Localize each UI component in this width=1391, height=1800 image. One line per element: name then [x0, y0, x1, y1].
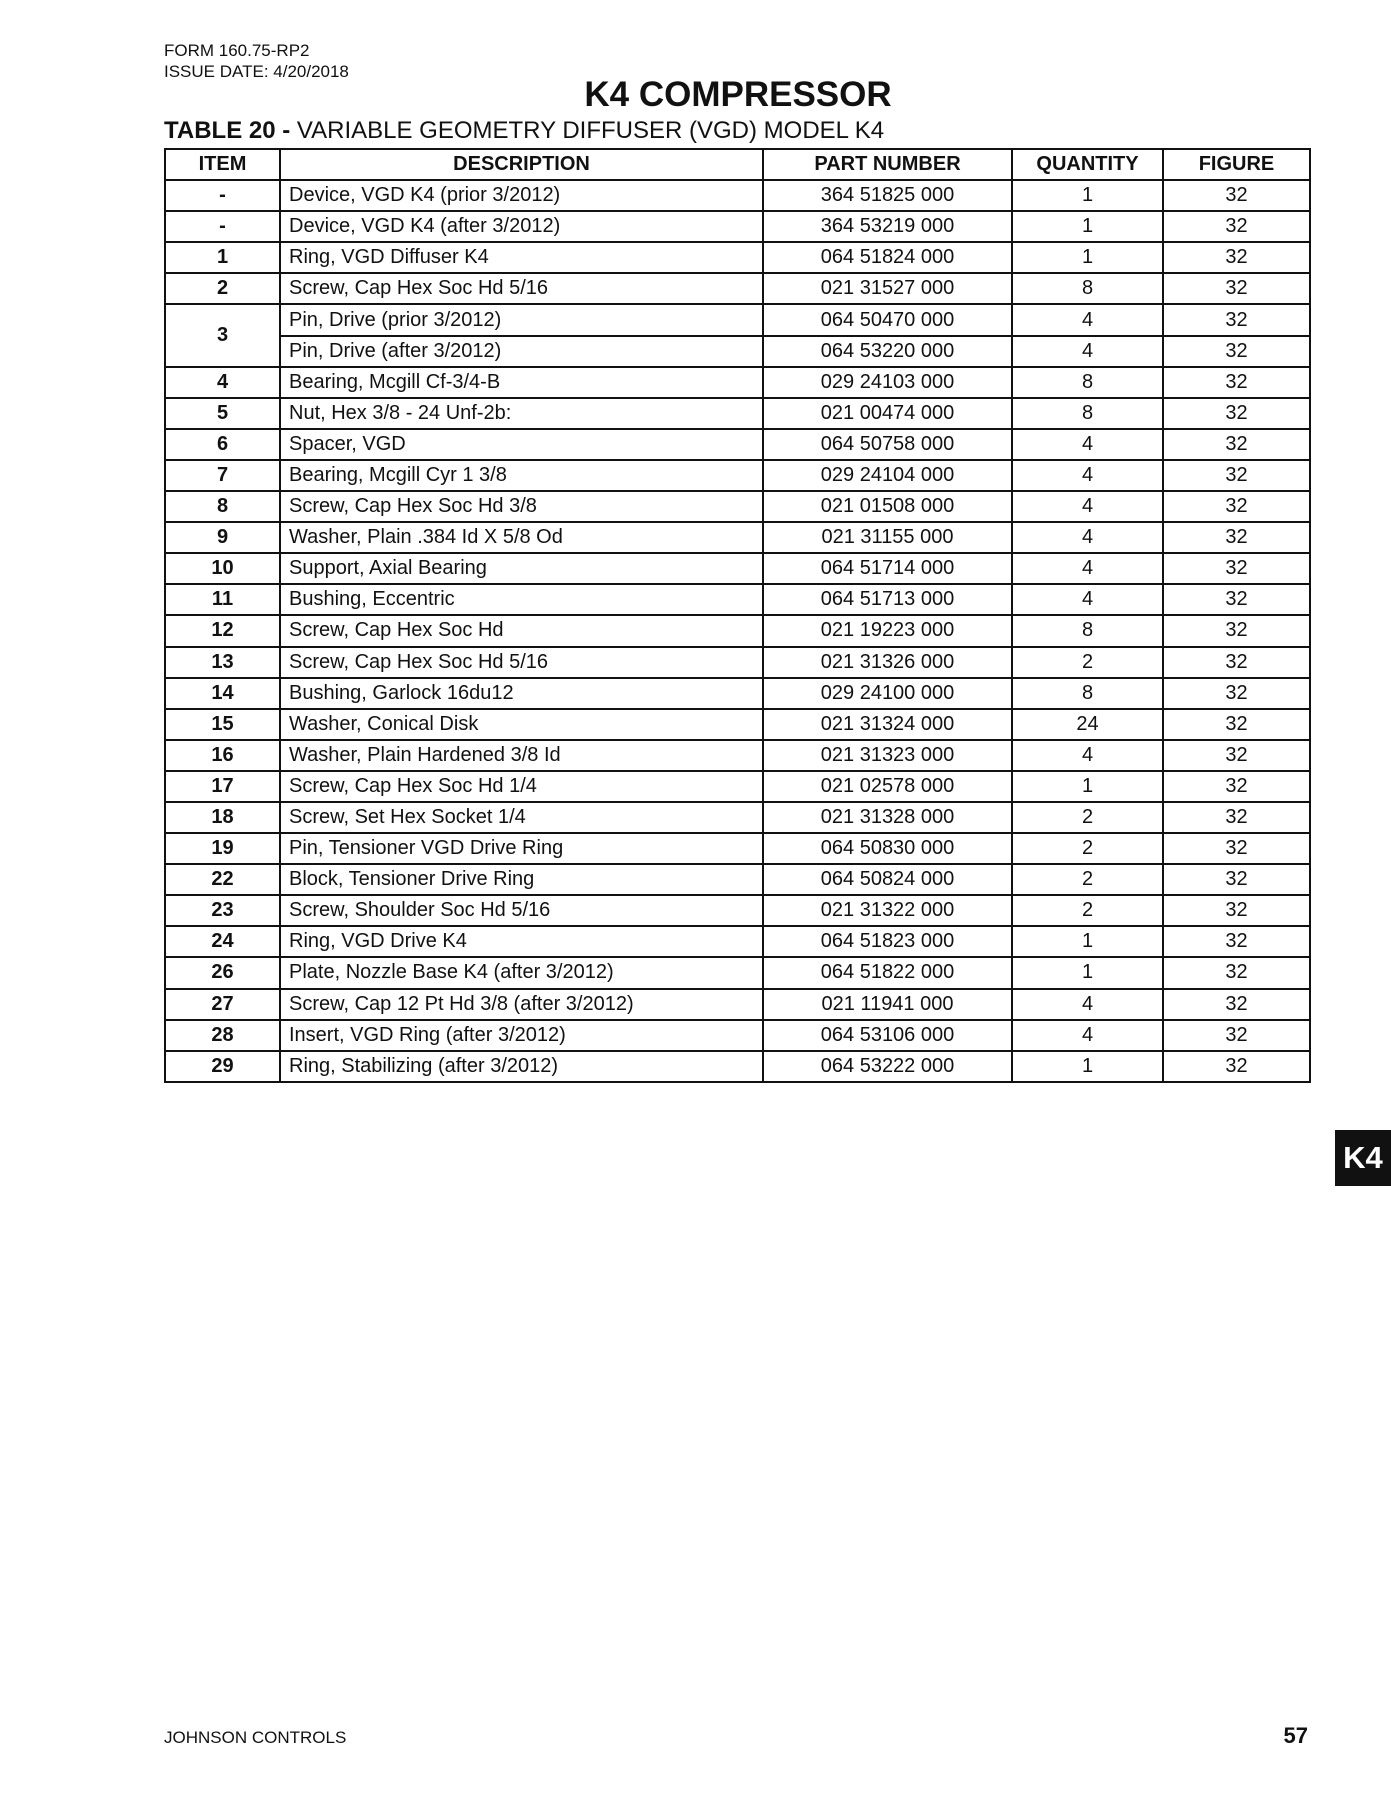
figure-cell: 32	[1163, 926, 1310, 957]
table-row	[165, 367, 1310, 398]
item-cell: 3	[165, 304, 280, 366]
figure-cell: 32	[1163, 1051, 1310, 1082]
quantity-cell: 1	[1012, 926, 1163, 957]
table-row	[165, 336, 1310, 367]
part-number-cell: 064 53220 000	[763, 336, 1012, 367]
quantity-cell: 4	[1012, 584, 1163, 615]
description-cell: Spacer, VGD	[280, 429, 763, 460]
figure-cell: 32	[1163, 398, 1310, 429]
quantity-cell: 4	[1012, 304, 1163, 335]
page-title: K4 COMPRESSOR	[584, 75, 892, 114]
item-cell: 13	[165, 647, 280, 678]
quantity-cell: 2	[1012, 864, 1163, 895]
description-cell: Ring, Stabilizing (after 3/2012)	[280, 1051, 763, 1082]
description-cell: Bearing, Mcgill Cf-3/4-B	[280, 367, 763, 398]
page-number: 57	[1283, 1723, 1308, 1748]
item-cell: 4	[165, 367, 280, 398]
quantity-cell: 2	[1012, 647, 1163, 678]
quantity-cell: 8	[1012, 678, 1163, 709]
figure-cell: 32	[1163, 336, 1310, 367]
figure-cell: 32	[1163, 460, 1310, 491]
quantity-cell: 4	[1012, 491, 1163, 522]
description-cell: Screw, Cap Hex Soc Hd 1/4	[280, 771, 763, 802]
item-cell: 23	[165, 895, 280, 926]
part-number-cell: 064 51714 000	[763, 553, 1012, 584]
quantity-cell: 4	[1012, 989, 1163, 1020]
part-number-cell: 021 01508 000	[763, 491, 1012, 522]
table-caption-prefix: TABLE 20 -	[164, 117, 291, 144]
part-number-cell: 364 51825 000	[763, 180, 1012, 211]
part-number-cell: 064 53106 000	[763, 1020, 1012, 1051]
item-cell: 19	[165, 833, 280, 864]
description-cell: Ring, VGD Drive K4	[280, 926, 763, 957]
item-cell: 16	[165, 740, 280, 771]
quantity-cell: 8	[1012, 273, 1163, 304]
figure-cell: 32	[1163, 553, 1310, 584]
item-cell: 28	[165, 1020, 280, 1051]
figure-cell: 32	[1163, 367, 1310, 398]
table-row	[165, 180, 1310, 211]
table-row	[165, 460, 1310, 491]
table-row	[165, 1020, 1310, 1051]
quantity-cell: 2	[1012, 833, 1163, 864]
figure-cell: 32	[1163, 491, 1310, 522]
item-cell: 26	[165, 957, 280, 988]
parts-table-body	[165, 180, 1310, 1082]
part-number-cell: 064 51823 000	[763, 926, 1012, 957]
table-row	[165, 398, 1310, 429]
table-row	[165, 273, 1310, 304]
table-row	[165, 802, 1310, 833]
table-caption	[164, 116, 884, 146]
figure-cell: 32	[1163, 957, 1310, 988]
description-cell: Support, Axial Bearing	[280, 553, 763, 584]
table-row	[165, 771, 1310, 802]
item-cell: -	[165, 211, 280, 242]
part-number-cell: 021 31155 000	[763, 522, 1012, 553]
item-cell: 15	[165, 709, 280, 740]
table-row	[165, 242, 1310, 273]
figure-cell: 32	[1163, 802, 1310, 833]
quantity-cell: 8	[1012, 398, 1163, 429]
item-cell: 27	[165, 989, 280, 1020]
item-cell: 7	[165, 460, 280, 491]
figure-cell: 32	[1163, 647, 1310, 678]
table-caption-text: VARIABLE GEOMETRY DIFFUSER (VGD) MODEL K4	[296, 117, 885, 144]
part-number-cell: 021 19223 000	[763, 615, 1012, 646]
item-cell: 18	[165, 802, 280, 833]
quantity-cell: 4	[1012, 336, 1163, 367]
description-cell: Screw, Cap Hex Soc Hd 5/16	[280, 647, 763, 678]
table-row	[165, 522, 1310, 553]
part-number-cell: 064 51822 000	[763, 957, 1012, 988]
part-number-cell: 021 00474 000	[763, 398, 1012, 429]
table-header-row	[165, 149, 1310, 180]
item-cell: 29	[165, 1051, 280, 1082]
item-cell: 12	[165, 615, 280, 646]
figure-cell: 32	[1163, 615, 1310, 646]
table-row	[165, 553, 1310, 584]
item-cell: 10	[165, 553, 280, 584]
figure-cell: 32	[1163, 678, 1310, 709]
description-cell: Plate, Nozzle Base K4 (after 3/2012)	[280, 957, 763, 988]
item-cell: 2	[165, 273, 280, 304]
table-row	[165, 989, 1310, 1020]
item-cell: 1	[165, 242, 280, 273]
quantity-cell: 2	[1012, 802, 1163, 833]
item-cell: 24	[165, 926, 280, 957]
figure-cell: 32	[1163, 522, 1310, 553]
item-cell: 14	[165, 678, 280, 709]
quantity-cell: 4	[1012, 553, 1163, 584]
item-cell: 5	[165, 398, 280, 429]
quantity-cell: 1	[1012, 242, 1163, 273]
issue-date: ISSUE DATE: 4/20/2018	[164, 62, 349, 81]
figure-cell: 32	[1163, 211, 1310, 242]
description-cell: Pin, Drive (prior 3/2012)	[280, 304, 763, 335]
description-cell: Screw, Cap 12 Pt Hd 3/8 (after 3/2012)	[280, 989, 763, 1020]
part-number-cell: 064 51824 000	[763, 242, 1012, 273]
figure-cell: 32	[1163, 1020, 1310, 1051]
item-cell: 22	[165, 864, 280, 895]
description-cell: Screw, Cap Hex Soc Hd 5/16	[280, 273, 763, 304]
item-cell: 11	[165, 584, 280, 615]
table-row	[165, 1051, 1310, 1082]
part-number-cell: 021 31328 000	[763, 802, 1012, 833]
figure-cell: 32	[1163, 242, 1310, 273]
part-number-cell: 029 24100 000	[763, 678, 1012, 709]
section-tab: K4	[1335, 1130, 1391, 1186]
description-cell: Ring, VGD Diffuser K4	[280, 242, 763, 273]
quantity-cell: 1	[1012, 957, 1163, 988]
table-row	[165, 211, 1310, 242]
figure-cell: 32	[1163, 895, 1310, 926]
part-number-cell: 021 11941 000	[763, 989, 1012, 1020]
table-row	[165, 864, 1310, 895]
figure-cell: 32	[1163, 584, 1310, 615]
figure-cell: 32	[1163, 709, 1310, 740]
description-cell: Bearing, Mcgill Cyr 1 3/8	[280, 460, 763, 491]
figure-cell: 32	[1163, 989, 1310, 1020]
figure-cell: 32	[1163, 304, 1310, 335]
quantity-cell: 24	[1012, 709, 1163, 740]
description-cell: Pin, Drive (after 3/2012)	[280, 336, 763, 367]
column-header-description: DESCRIPTION	[280, 149, 763, 180]
table-row	[165, 740, 1310, 771]
part-number-cell: 029 24104 000	[763, 460, 1012, 491]
part-number-cell: 021 31322 000	[763, 895, 1012, 926]
table-row	[165, 584, 1310, 615]
quantity-cell: 1	[1012, 180, 1163, 211]
quantity-cell: 4	[1012, 522, 1163, 553]
part-number-cell: 064 50758 000	[763, 429, 1012, 460]
figure-cell: 32	[1163, 740, 1310, 771]
description-cell: Bushing, Eccentric	[280, 584, 763, 615]
description-cell: Nut, Hex 3/8 - 24 Unf-2b:	[280, 398, 763, 429]
description-cell: Bushing, Garlock 16du12	[280, 678, 763, 709]
column-header-figure: FIGURE	[1163, 149, 1310, 180]
quantity-cell: 8	[1012, 367, 1163, 398]
part-number-cell: 029 24103 000	[763, 367, 1012, 398]
part-number-cell: 064 51713 000	[763, 584, 1012, 615]
part-number-cell: 364 53219 000	[763, 211, 1012, 242]
item-cell: 6	[165, 429, 280, 460]
figure-cell: 32	[1163, 864, 1310, 895]
quantity-cell: 4	[1012, 460, 1163, 491]
description-cell: Screw, Cap Hex Soc Hd 3/8	[280, 491, 763, 522]
parts-table	[164, 148, 1311, 1083]
column-header-item: ITEM	[165, 149, 280, 180]
table-row	[165, 926, 1310, 957]
figure-cell: 32	[1163, 273, 1310, 304]
description-cell: Washer, Conical Disk	[280, 709, 763, 740]
description-cell: Screw, Cap Hex Soc Hd	[280, 615, 763, 646]
item-cell: 9	[165, 522, 280, 553]
description-cell: Block, Tensioner Drive Ring	[280, 864, 763, 895]
description-cell: Washer, Plain .384 Id X 5/8 Od	[280, 522, 763, 553]
table-row	[165, 678, 1310, 709]
figure-cell: 32	[1163, 771, 1310, 802]
table-row	[165, 491, 1310, 522]
figure-cell: 32	[1163, 180, 1310, 211]
part-number-cell: 064 53222 000	[763, 1051, 1012, 1082]
table-row	[165, 615, 1310, 646]
quantity-cell: 2	[1012, 895, 1163, 926]
form-number: FORM 160.75-RP2	[164, 41, 310, 60]
table-row	[165, 709, 1310, 740]
part-number-cell: 021 31326 000	[763, 647, 1012, 678]
part-number-cell: 064 50824 000	[763, 864, 1012, 895]
item-cell: 8	[165, 491, 280, 522]
table-row	[165, 304, 1310, 335]
table-row	[165, 647, 1310, 678]
column-header-quantity: QUANTITY	[1012, 149, 1163, 180]
item-cell: -	[165, 180, 280, 211]
description-cell: Screw, Set Hex Socket 1/4	[280, 802, 763, 833]
quantity-cell: 4	[1012, 740, 1163, 771]
quantity-cell: 4	[1012, 1020, 1163, 1051]
description-cell: Pin, Tensioner VGD Drive Ring	[280, 833, 763, 864]
quantity-cell: 1	[1012, 1051, 1163, 1082]
quantity-cell: 1	[1012, 211, 1163, 242]
figure-cell: 32	[1163, 833, 1310, 864]
part-number-cell: 021 31527 000	[763, 273, 1012, 304]
figure-cell: 32	[1163, 429, 1310, 460]
footer-company: JOHNSON CONTROLS	[164, 1728, 347, 1747]
item-cell: 17	[165, 771, 280, 802]
description-cell: Washer, Plain Hardened 3/8 Id	[280, 740, 763, 771]
table-row	[165, 957, 1310, 988]
part-number-cell: 021 31324 000	[763, 709, 1012, 740]
table-row	[165, 895, 1310, 926]
quantity-cell: 1	[1012, 771, 1163, 802]
part-number-cell: 021 31323 000	[763, 740, 1012, 771]
quantity-cell: 8	[1012, 615, 1163, 646]
column-header-part-number: PART NUMBER	[763, 149, 1012, 180]
part-number-cell: 064 50470 000	[763, 304, 1012, 335]
description-cell: Device, VGD K4 (after 3/2012)	[280, 211, 763, 242]
quantity-cell: 4	[1012, 429, 1163, 460]
description-cell: Device, VGD K4 (prior 3/2012)	[280, 180, 763, 211]
table-row	[165, 429, 1310, 460]
part-number-cell: 021 02578 000	[763, 771, 1012, 802]
description-cell: Screw, Shoulder Soc Hd 5/16	[280, 895, 763, 926]
part-number-cell: 064 50830 000	[763, 833, 1012, 864]
table-row	[165, 833, 1310, 864]
description-cell: Insert, VGD Ring (after 3/2012)	[280, 1020, 763, 1051]
